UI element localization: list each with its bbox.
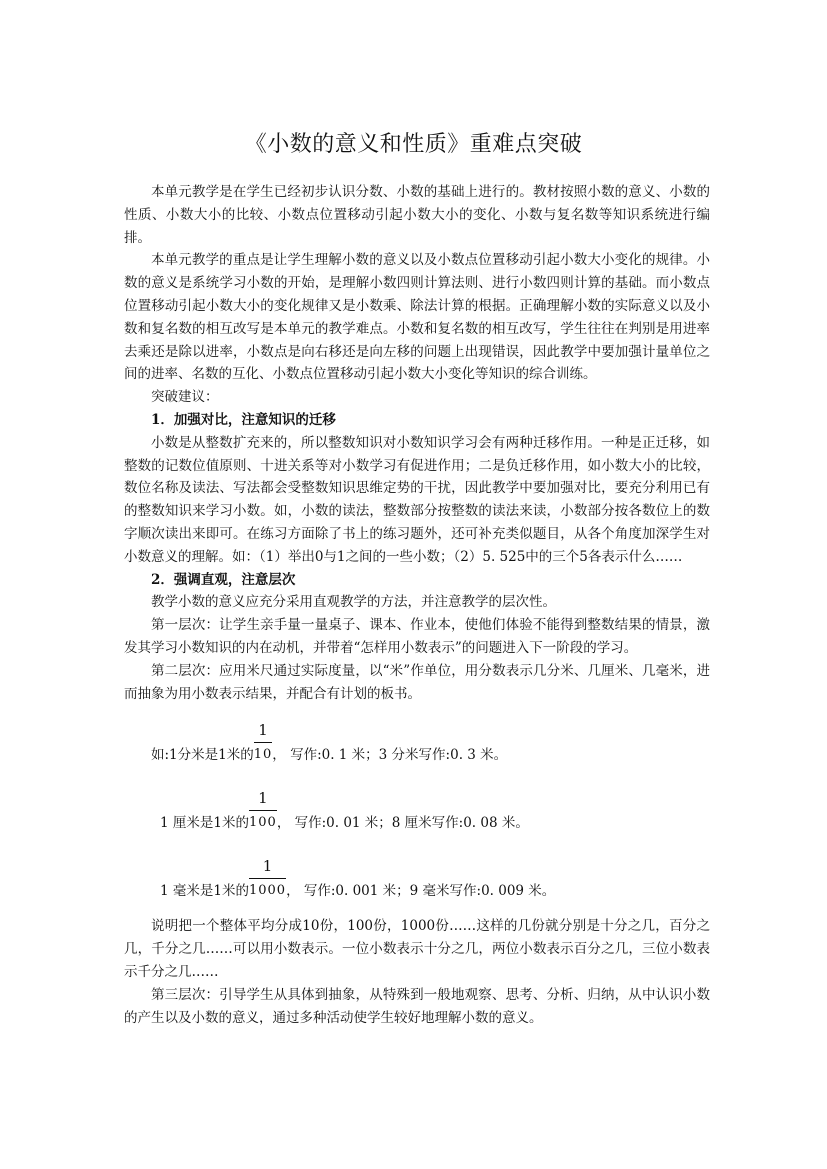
fraction-bar: [249, 878, 286, 879]
paragraph-level-1: 第一层次：让学生亲手量一量桌子、课本、作业本，使他们体验不能得到整数结果的情景，激发其学习小数知识的内在动机，并带着“怎样用小数表示”的问题进入下一阶段的学习。: [124, 617, 710, 656]
paragraph-intro: 本单元教学是在学生已经初步认识分数、小数的基础上进行的。教材按照小数的意义、小数的性质、小数大小的比较、小数点位置移动引起小数大小的变化、小数与复名数等知识系统进行编排。: [124, 184, 710, 246]
paragraph-key-points: 本单元教学的重点是让学生理解小数的意义以及小数点位置移动引起小数大小变化的规律。小数的意义是系统学习小数的开始，是理解小数四则计算法则、进行小数四则计算的基础。而小数点位置移动引起小数大小的变化规律又是小数乘、除法计算的根据。正确理解小数的实际意义以及小数和复名数的相互改写是本单元的教学难点。小数和复名数的相互改写，学生往往在判别是用进率去乘还是除以进率，小数点是向右移还是向左移的问题上出现错误，因此教学中要加强计量单位之间的进率、名数的互化、小数点位置移动引起小数大小变化等知识的综合训练。: [124, 252, 710, 383]
fraction-numerator: 1: [258, 789, 268, 808]
paragraph-intuitive: 教学小数的意义应充分采用直观教学的方法，并注意教学的层次性。: [151, 594, 556, 611]
fraction-numerator: 1: [262, 857, 273, 876]
example-decimeter: [124, 705, 710, 773]
fraction: [248, 857, 287, 901]
example-text-before: 1 毫米是1米的: [160, 883, 249, 900]
fraction-denominator: 10: [253, 747, 273, 763]
fraction-denominator: 1000: [248, 883, 287, 899]
section-heading-2: 2．强调直观，注意层次: [151, 571, 296, 588]
document-body: [124, 181, 710, 1029]
fraction: [253, 721, 273, 765]
paragraph-suggestions: 突破建议：: [151, 389, 219, 406]
example-millimeter: [124, 841, 710, 909]
example-text-after: ， 写作:0. 001 米；9 毫米写作:0. 009 米。: [286, 883, 556, 900]
example-text-before: 如:1分米是1米的: [151, 747, 254, 764]
paragraph-explanation: 说明把一个整体平均分成10份，100份，1000份……这样的几份就分别是十分之几，百分之几，千分之几……可以用小数表示。一位小数表示十分之几，两位小数表示百分之几，三位小数表示千分之几……: [124, 918, 710, 980]
fraction: [248, 789, 277, 833]
example-text-before: 1 厘米是1米的: [160, 815, 249, 832]
example-text-after: ， 写作:0. 01 米；8 厘米写作:0. 08 米。: [276, 815, 529, 832]
page-title: 《小数的意义和性质》重难点突破: [244, 132, 583, 157]
example-text-after: ， 写作:0. 1 米；3 分米写作:0. 3 米。: [272, 747, 508, 764]
fraction-numerator: 1: [258, 721, 268, 740]
paragraph-transfer: 小数是从整数扩充来的，所以整数知识对小数知识学习会有两种迁移作用。一种是正迁移，如整数的记数位值原则、十进关系等对小数学习有促进作用；二是负迁移作用，如小数大小的比较，数位名称及读法、写法都会受整数知识思维定势的干扰，因此教学中要加强对比，要充分利用已有的整数知识来学习小数。如，小数的读法，整数部分按整数的读法来读，小数部分按各数位上的数字顺次读出来即可。在练习方面除了书上的练习题外，还可补充类似题目，从各个角度加深学生对小数意义的理解。如：（1）举出0与1之间的一些小数；（2）5. 525中的三个5各表示什么……: [124, 434, 710, 565]
paragraph-level-2: 第二层次：应用米尺通过实际度量，以“米”作单位，用分数表示几分米、几厘米、几毫米，进而抽象为用小数表示结果，并配合有计划的板书。: [124, 662, 710, 702]
fraction-bar: [249, 810, 277, 811]
paragraph-level-3: 第三层次：引导学生从具体到抽象，从特殊到一般地观察、思考、分析、归纳，从中认识小数的产生以及小数的意义，通过多种活动使学生较好地理解小数的意义。: [124, 986, 710, 1026]
fraction-bar: [254, 742, 273, 743]
section-heading-1: 1．加强对比，注意知识的迁移: [151, 411, 336, 428]
fraction-denominator: 100: [248, 815, 277, 831]
example-centimeter: [124, 773, 710, 841]
